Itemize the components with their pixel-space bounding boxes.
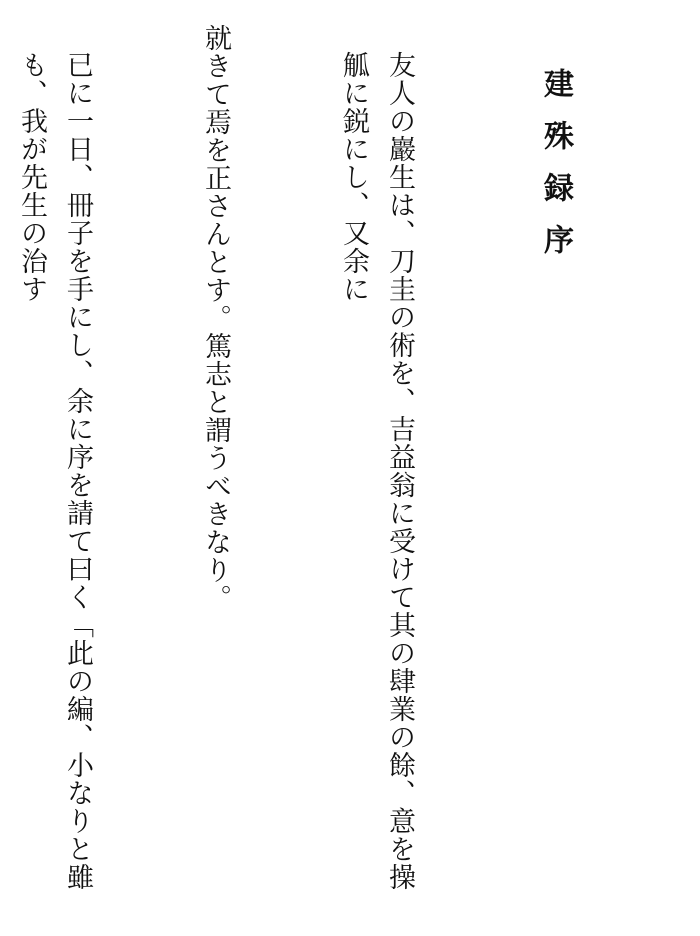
text-line-2: 就きて焉を正さんとす。篤志と謂うべきなり。: [200, 24, 231, 612]
vertical-text-block: [0, 24, 670, 904]
page-title: 建殊録序: [538, 68, 573, 276]
text-line-3: 已に一日、冊子を手にし、余に序を請て曰く「此の編、小なりと雖も、我が先生の治す: [16, 51, 93, 891]
text-line-1: 友人の巖生は、刀圭の術を、吉益翁に受けて其の肆業の餘、意を操觚に鋭にし、又余に: [338, 51, 415, 891]
